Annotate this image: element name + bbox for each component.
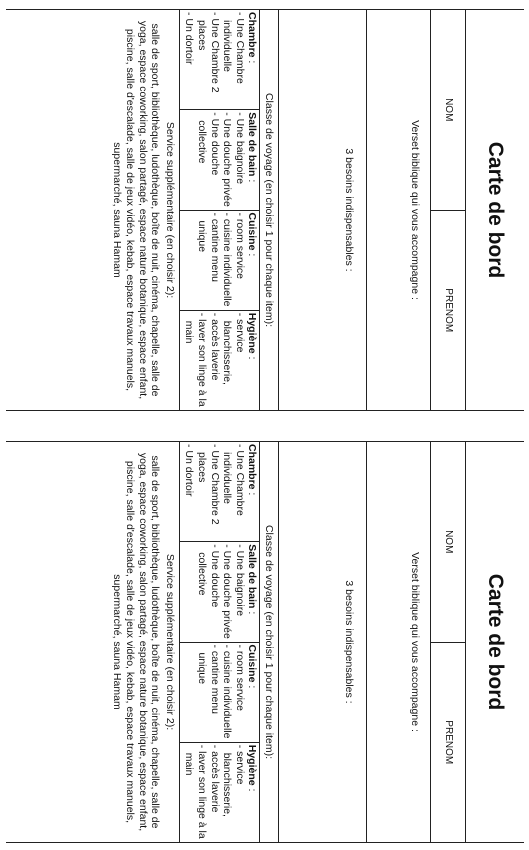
- class-option[interactable]: - Un dortoir: [182, 444, 195, 539]
- class-column-header: [245, 645, 258, 740]
- nom-label: NOM: [442, 530, 454, 554]
- class-column-title: Cuisine: [245, 644, 258, 683]
- class-option[interactable]: - service blanchisserie,: [220, 313, 245, 408]
- class-column-header: [245, 12, 258, 107]
- travel-class-label: Classe de voyage (en choisir 1 pour chaque item):: [262, 524, 275, 760]
- class-option[interactable]: - room service: [233, 213, 246, 308]
- verse-field[interactable]: [366, 442, 430, 842]
- class-column-header: [245, 444, 258, 539]
- class-column: [179, 442, 259, 541]
- nom-field[interactable]: [431, 10, 465, 211]
- card-title: Carte de bord: [465, 10, 524, 410]
- prenom-label: PRENOM: [442, 720, 454, 765]
- class-option-list: [182, 313, 245, 408]
- prenom-field[interactable]: [431, 211, 465, 411]
- extra-service-label: Service supplémentaire (en choisir 2):: [163, 553, 176, 731]
- class-option[interactable]: - Une Chambre 2 places: [195, 444, 220, 539]
- extra-service-label: Service supplémentaire (en choisir 2):: [163, 121, 176, 299]
- class-column-suffix: :: [245, 785, 258, 792]
- class-column: [179, 642, 259, 742]
- class-column-suffix: :: [245, 682, 258, 689]
- class-option-list: [195, 213, 245, 308]
- class-column-title: Chambre: [245, 444, 258, 490]
- card-body: [6, 9, 524, 411]
- class-option[interactable]: - Une douche collective: [195, 112, 220, 207]
- class-option-list: [182, 745, 245, 840]
- class-option[interactable]: - accès laverie: [208, 313, 221, 408]
- travel-class-label: Classe de voyage (en choisir 1 pour chaque item):: [262, 92, 275, 328]
- class-option-list: [195, 645, 245, 740]
- needs-field[interactable]: [278, 442, 366, 842]
- class-column-title: Salle de bain: [245, 112, 258, 177]
- class-option-list: [182, 444, 245, 539]
- extra-service-section: [104, 10, 178, 410]
- extra-service-list: salle de sport, bibliothèque, ludothèque, boîte de nuit, cinéma, chapelle, salle de yoga, espace coworking, salon partagé, espace nature botanique, espace enfant, piscine, salle d'escalade, salle de jeux vidéo, kebab, espace travaux manuels, supermarché, sauna Hamam: [110, 20, 161, 400]
- needs-label: 3 besoins indispensables :: [342, 580, 355, 704]
- class-column-title: Hygiène: [245, 744, 258, 786]
- verse-label: Verset biblique qui vous accompagne :: [408, 552, 421, 732]
- class-column-title: Hygiène: [245, 312, 258, 354]
- class-column: [179, 310, 259, 410]
- card-body: [6, 441, 524, 843]
- class-option[interactable]: - Une douche collective: [195, 544, 220, 639]
- class-option[interactable]: - cuisine individuelle: [220, 213, 233, 308]
- nom-field[interactable]: [431, 442, 465, 643]
- class-option[interactable]: - room service: [233, 645, 246, 740]
- prenom-field[interactable]: [431, 643, 465, 843]
- class-option[interactable]: - laver son linge à la main: [182, 745, 207, 840]
- class-column-header: [245, 112, 258, 207]
- extra-service-list: salle de sport, bibliothèque, ludothèque, boîte de nuit, cinéma, chapelle, salle de yoga, espace coworking, salon partagé, espace nature botanique, espace enfant, piscine, salle d'escalade, salle de jeux vidéo, kebab, espace travaux manuels, supermarché, sauna Hamam: [110, 452, 161, 832]
- extra-service-section: [104, 442, 178, 842]
- class-column-suffix: :: [245, 250, 258, 257]
- verse-field[interactable]: [366, 10, 430, 410]
- card-title: Carte de bord: [465, 442, 524, 842]
- class-column: [179, 210, 259, 310]
- class-column-suffix: :: [245, 57, 258, 64]
- travel-class-section: [178, 442, 277, 842]
- needs-label: 3 besoins indispensables :: [342, 148, 355, 272]
- class-column: [179, 742, 259, 842]
- class-column-header: [245, 544, 258, 639]
- class-column-title: Salle de bain: [245, 544, 258, 609]
- class-option[interactable]: - Une douche privée: [220, 112, 233, 207]
- class-column-suffix: :: [245, 353, 258, 360]
- class-option[interactable]: - Une Chambre individuelle: [220, 12, 245, 107]
- class-column: [179, 10, 259, 109]
- class-option[interactable]: - cuisine individuelle: [220, 645, 233, 740]
- class-option[interactable]: - cantine menu unique: [195, 213, 220, 308]
- class-option[interactable]: - Une Chambre individuelle: [220, 444, 245, 539]
- class-column: [179, 541, 259, 641]
- travel-class-columns: [179, 442, 260, 842]
- class-option-list: [195, 544, 245, 639]
- class-column-suffix: :: [245, 176, 258, 183]
- class-option[interactable]: - accès laverie: [208, 745, 221, 840]
- class-column-header: [245, 313, 258, 408]
- class-option[interactable]: - Une baignoire: [233, 544, 246, 639]
- nom-label: NOM: [442, 98, 454, 122]
- class-column-header: [245, 213, 258, 308]
- class-option[interactable]: - Une douche privée: [220, 544, 233, 639]
- needs-field[interactable]: [278, 10, 366, 410]
- travel-class-columns: [179, 10, 260, 410]
- travel-class-section: [178, 10, 277, 410]
- class-column-header: [245, 745, 258, 840]
- name-row: [430, 442, 465, 842]
- class-option[interactable]: - Un dortoir: [182, 12, 195, 107]
- verse-label: Verset biblique qui vous accompagne :: [408, 120, 421, 300]
- class-option-list: [195, 112, 245, 207]
- class-option-list: [182, 12, 245, 107]
- class-option[interactable]: - laver son linge à la main: [182, 313, 207, 408]
- class-option[interactable]: - Une Chambre 2 places: [195, 12, 220, 107]
- class-column-title: Chambre: [245, 12, 258, 58]
- boarding-card-top: [0, 5, 529, 415]
- boarding-card-bottom: [0, 437, 529, 847]
- class-column: [179, 109, 259, 209]
- class-option[interactable]: - service blanchisserie,: [220, 745, 245, 840]
- class-option[interactable]: - Une baignoire: [233, 112, 246, 207]
- class-column-suffix: :: [245, 608, 258, 615]
- name-row: [430, 10, 465, 410]
- class-column-title: Cuisine: [245, 212, 258, 251]
- class-column-suffix: :: [245, 489, 258, 496]
- prenom-label: PRENOM: [442, 288, 454, 333]
- class-option[interactable]: - cantine menu unique: [195, 645, 220, 740]
